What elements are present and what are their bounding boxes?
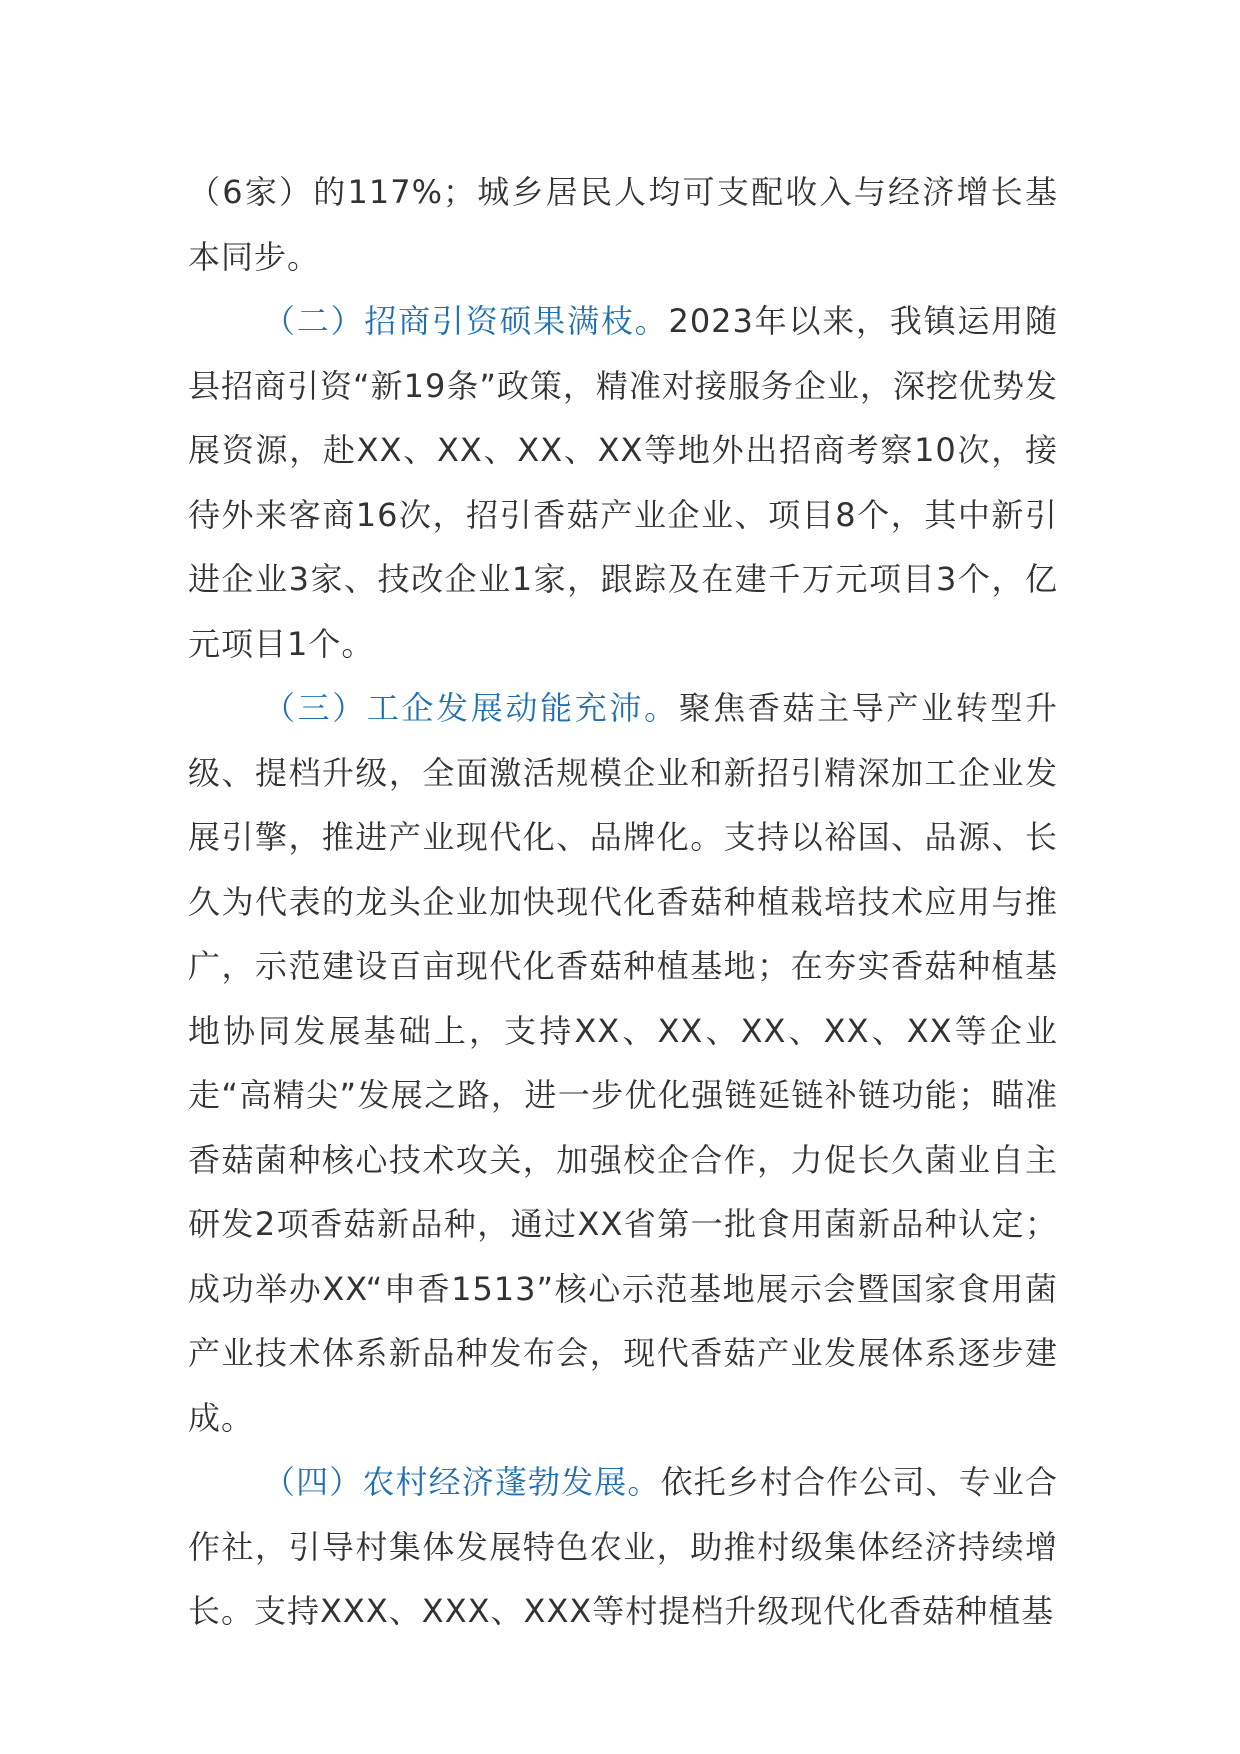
document-page [188, 160, 1058, 1644]
section-heading: （四）农村经济蓬勃发展。 [263, 1463, 661, 1501]
section-industry [188, 676, 1058, 1450]
paragraph-continuation [188, 160, 1058, 289]
paragraph-text: 2023年以来，我镇运用随县招商引资“新19条”政策，精准对接服务企业，深挖优势发展资源，赴XX、XX、XX、XX等地外出招商考察10次，接待外来客商16次，招引香菇产业企业、项目8个，其中新引进企业3家、技改企业1家，跟踪及在建千万元项目3个，亿元项目1个。 [188, 302, 1058, 663]
paragraph-text: 聚焦香菇主导产业转型升级、提档升级，全面激活规模企业和新招引精深加工企业发展引擎，推进产业现代化、品牌化。支持以裕国、品源、长久为代表的龙头企业加快现代化香菇种植栽培技术应用与推广，示范建设百亩现代化香菇种植基地；在夯实香菇种植基地协同发展基础上，支持XX、XX、XX、XX、XX等企业走“高精尖”发展之路，进一步优化强链延链补链功能；瞄准香菇菌种核心技术攻关，加强校企合作，力促长久菌业自主研发2项香菇新品种，通过XX省第一批食用菌新品种认定；成功举办XX“申香1513”核心示范基地展示会暨国家食用菌产业技术体系新品种发布会，现代香菇产业发展体系逐步建成。 [188, 689, 1058, 1437]
section-heading: （三）工企发展动能充沛。 [263, 689, 679, 727]
section-heading: （二）招商引资硕果满枝。 [263, 302, 669, 340]
paragraph-text: 依托乡村合作公司、专业合作社，引导村集体发展特色农业，助推村级集体经济持续增长。支持XXX、XXX、XXX等村提档升级现代化香菇种植基 [188, 1463, 1058, 1630]
paragraph-text: （6家）的117%；城乡居民人均可支配收入与经济增长基本同步。 [188, 173, 1058, 276]
section-rural-economy [188, 1450, 1058, 1644]
section-investment [188, 289, 1058, 676]
